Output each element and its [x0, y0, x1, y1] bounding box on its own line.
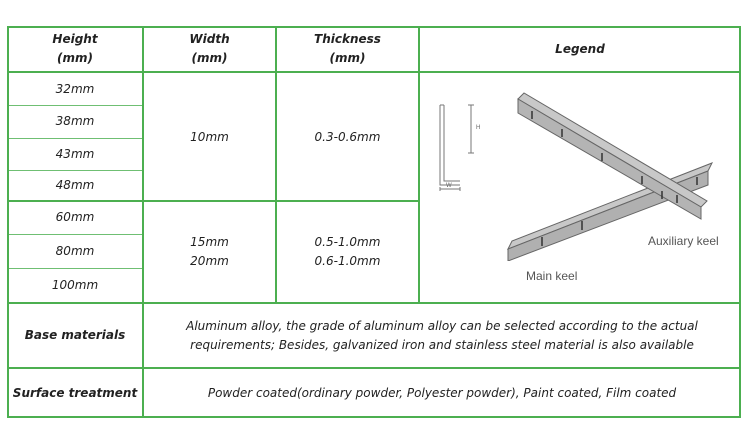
height-cell: [7, 234, 143, 268]
header-thickness-title: Thickness: [314, 32, 381, 46]
height-value: 38mm: [55, 114, 95, 128]
height-value: 43mm: [55, 146, 95, 161]
header-thickness-unit: (mm): [329, 51, 366, 65]
height-cell: [7, 105, 143, 138]
group2-width-value: 15mm: [190, 235, 229, 249]
base-materials-text: [143, 304, 741, 367]
grid-line: [7, 71, 741, 73]
group2-thickness-value: 0.6-1.0mm: [314, 254, 381, 268]
grid-line: [7, 416, 741, 418]
group2-width-value: 20mm: [190, 254, 229, 268]
height-cell: [7, 201, 143, 234]
header-height-unit: (mm): [57, 51, 93, 65]
h-mark: H: [476, 125, 481, 131]
grid-line: [7, 26, 9, 418]
header-height: [7, 26, 143, 72]
surface-treatment-value: Powder coated(ordinary powder, Polyester powder), Paint coated, Film coated: [207, 385, 677, 400]
height-cell: [7, 138, 143, 170]
main-keel-label: Main keel: [526, 269, 578, 283]
header-thickness: [276, 26, 419, 72]
base-materials-label: [7, 304, 143, 367]
legend-illustration: [420, 73, 740, 303]
group2-thickness: [276, 201, 419, 303]
height-cell: [7, 73, 143, 105]
group1-width: [143, 73, 276, 201]
height-value: 32mm: [55, 81, 95, 96]
group2-width: [143, 201, 276, 303]
height-value: 60mm: [55, 210, 95, 224]
height-value: 48mm: [55, 178, 95, 192]
base-materials-label-text: Base materials: [24, 328, 126, 342]
grid-line: [7, 200, 419, 202]
base-materials-line: Aluminum alloy, the grade of aluminum alloy can be selected according to the actual: [186, 318, 698, 333]
grid-line: [739, 26, 741, 418]
grid-line: [7, 138, 143, 139]
grid-line: [418, 26, 420, 304]
base-materials-line: requirements; Besides, galvanized iron and stainless steel material is also available: [190, 337, 694, 352]
grid-line: [275, 26, 277, 304]
header-legend-title: Legend: [555, 41, 605, 56]
group2-thickness-value: 0.5-1.0mm: [314, 235, 381, 249]
auxiliary-keel-label: Auxiliary keel: [648, 234, 719, 248]
grid-line: [7, 170, 143, 171]
height-value: 100mm: [51, 278, 99, 292]
spec-table: [7, 26, 741, 418]
grid-line: [7, 26, 741, 28]
surface-treatment-label: [7, 369, 143, 417]
group1-width-value: 10mm: [190, 129, 229, 144]
w-mark: W: [446, 183, 452, 189]
header-legend: [419, 26, 741, 72]
group1-thickness: [276, 73, 419, 201]
grid-line: [7, 302, 741, 304]
header-width: [143, 26, 276, 72]
grid-line: [7, 268, 143, 269]
grid-line: [7, 234, 143, 235]
height-cell: [7, 268, 143, 303]
group1-thickness-value: 0.3-0.6mm: [314, 129, 381, 144]
header-width-title: Width: [189, 32, 230, 46]
grid-line: [7, 367, 741, 369]
surface-treatment-label-text: Surface treatment: [12, 385, 138, 400]
header-width-unit: (mm): [191, 51, 228, 65]
height-cell: [7, 170, 143, 201]
grid-line: [7, 105, 143, 106]
surface-treatment-text: [143, 369, 741, 417]
grid-line: [142, 26, 144, 418]
height-value: 80mm: [55, 243, 95, 258]
profile-cross-section-icon: [430, 103, 490, 193]
header-height-title: Height: [52, 32, 98, 46]
